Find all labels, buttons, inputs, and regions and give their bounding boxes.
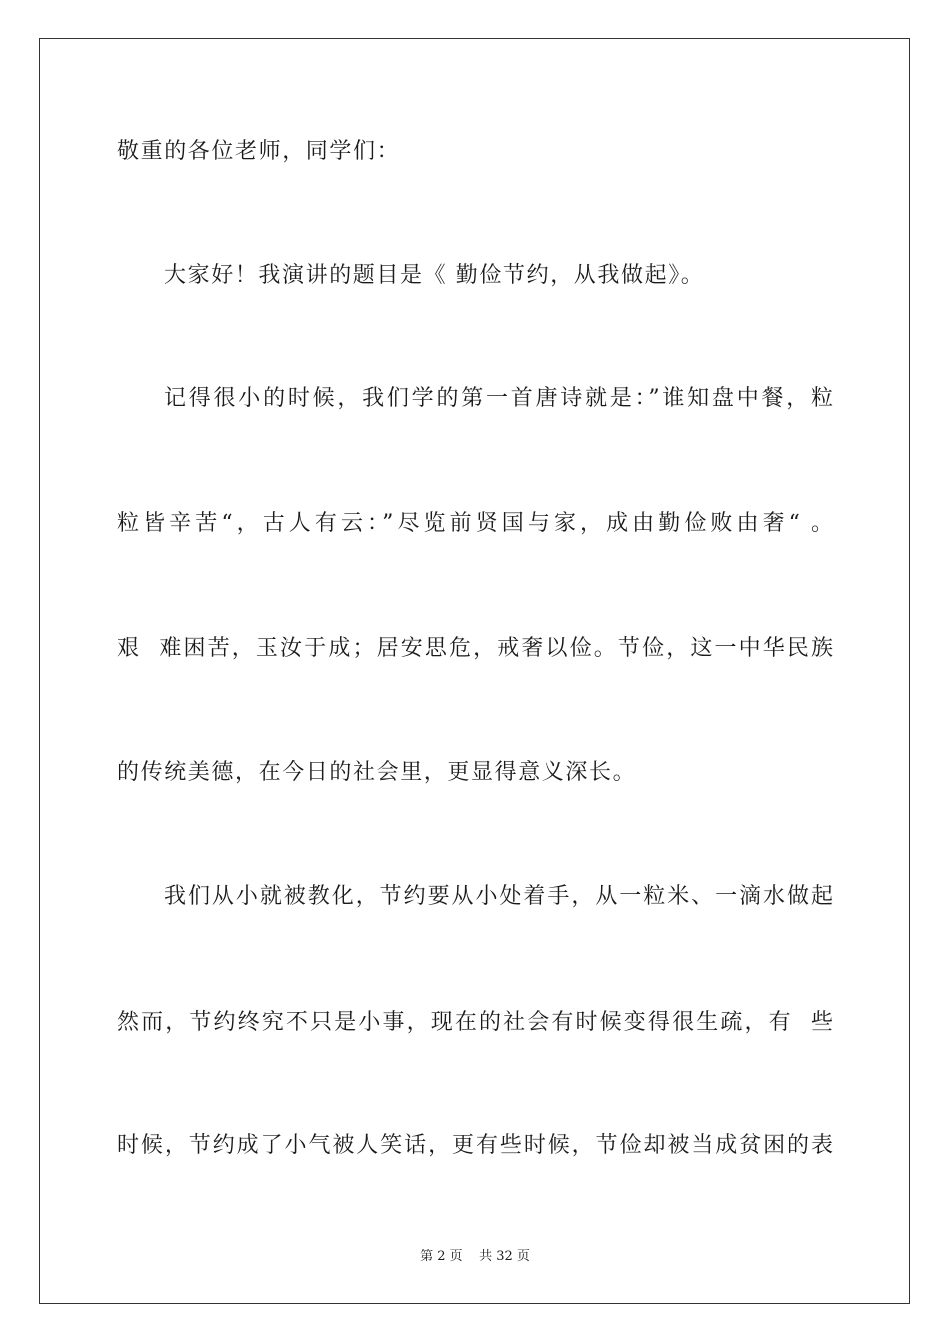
paragraph-line: 的传统美德，在今日的社会里，更显得意义深长。	[117, 760, 637, 785]
paragraph-line: 艰 难困苦，玉汝于成；居安思危，戒奢以俭。节俭，这一中华民族	[117, 636, 833, 661]
paragraph-line: 粒皆辛苦“，古人有云：”尽览前贤国与家，成由勤俭败由奢“ 。	[117, 511, 833, 536]
paragraph-line: 记得很小的时候，我们学的第一首唐诗就是：”谁知盘中餐，粒	[164, 386, 833, 411]
greeting-line: 大家好！我演讲的题目是《 勤俭节约，从我做起》。	[164, 263, 705, 288]
paragraph-line: 时候，节约成了小气被人笑话，更有些时候，节俭却被当成贫困的表	[117, 1133, 833, 1158]
paragraph-line: 我们从小就被教化，节约要从小处着手，从一粒米、一滴水做起	[164, 884, 833, 909]
page-number-footer: 第 2 页 共 32 页	[420, 1249, 530, 1264]
paragraph-line: 然而，节约终究不只是小事，现在的社会有时候变得很生疏，有 些	[117, 1010, 833, 1035]
page-border	[39, 38, 910, 1304]
salutation-line: 敬重的各位老师，同学们：	[117, 139, 401, 164]
